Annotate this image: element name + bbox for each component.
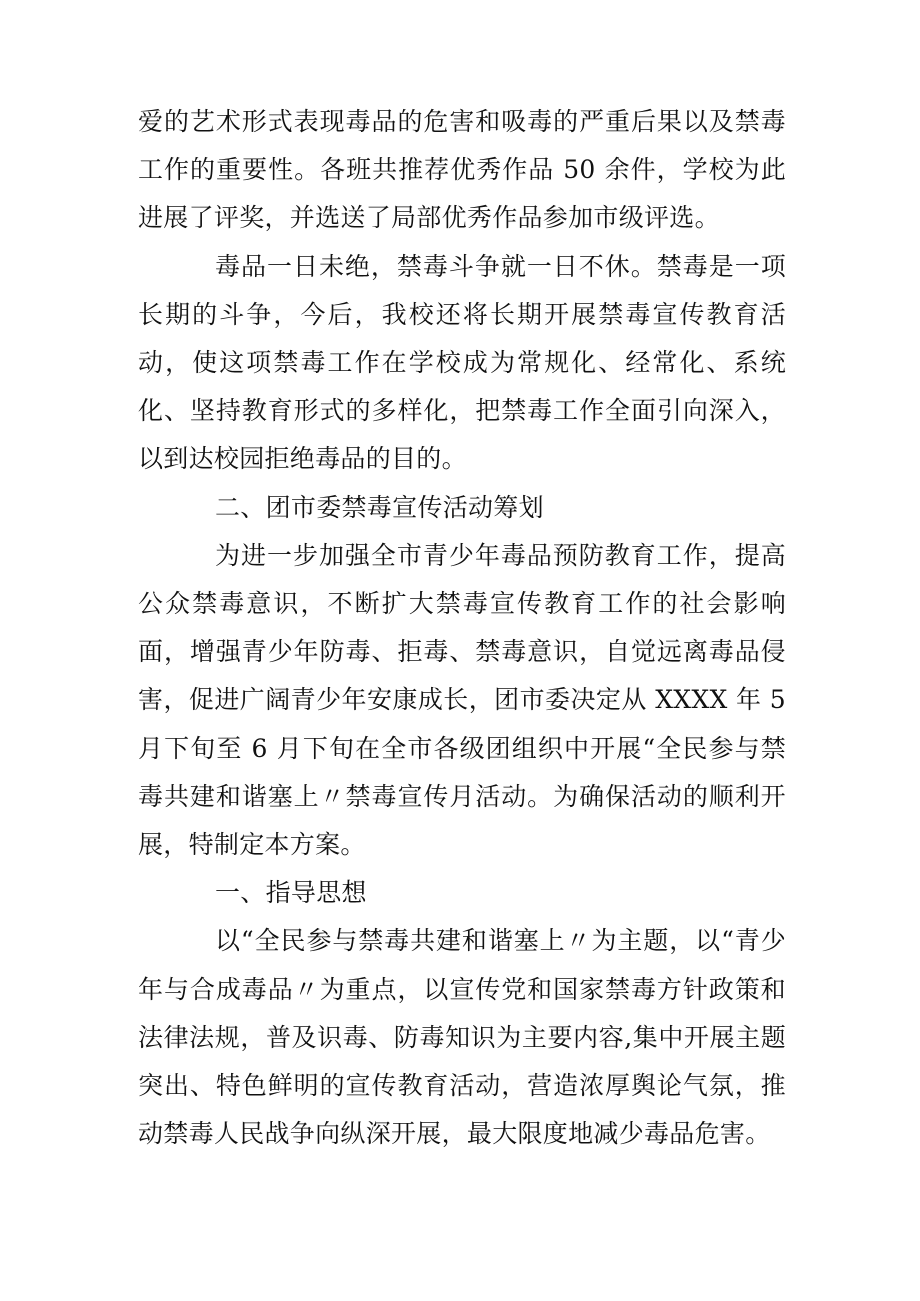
- paragraph-continuation: 爱的艺术形式表现毒品的危害和吸毒的严重后果以及禁毒工作的重要性。各班共推荐优秀作品 50 余件，学校为此进展了评奖，并选送了局部优秀作品参加市级评选。: [138, 107, 786, 233]
- document-body: [138, 98, 786, 1158]
- section-heading-guiding-ideology: 一、指导思想: [215, 878, 367, 908]
- section-heading-plan: 二、团市委禁毒宣传活动筹划: [215, 492, 544, 522]
- paragraph-guiding-ideology: 以“全民参与禁毒共建和谐塞上〃为主题，以“青少年与合成毒品〃为重点，以宣传党和国家禁毒方针政策和法律法规，普及识毒、防毒知识为主要内容,集中开展主题突出、特色鲜明的宣传教育活动，营造浓厚舆论气氛，推动禁毒人民战争向纵深开展，最大限度地减少毒品危害。: [138, 926, 786, 1149]
- paragraph-anti-drug-long-term: 毒品一日未绝，禁毒斗争就一日不休。禁毒是一项长期的斗争，今后，我校还将长期开展禁毒宣传教育活动，使这项禁毒工作在学校成为常规化、经常化、系统化、坚持教育形式的多样化，把禁毒工作全面引向深入，以到达校园拒绝毒品的目的。: [138, 251, 786, 474]
- paragraph-plan-intro: 为进一步加强全市青少年毒品预防教育工作，提高公众禁毒意识，不断扩大禁毒宣传教育工作的社会影响面，增强青少年防毒、拒毒、禁毒意识，自觉远离毒品侵害，促进广阔青少年安康成长，团市委决定从 XXXX 年 5 月下旬至 6 月下旬在全市各级团组织中开展“全民参与禁毒共建和谐塞上〃禁毒宣传月活动。为确保活动的顺利开展，特制定本方案。: [138, 540, 786, 860]
